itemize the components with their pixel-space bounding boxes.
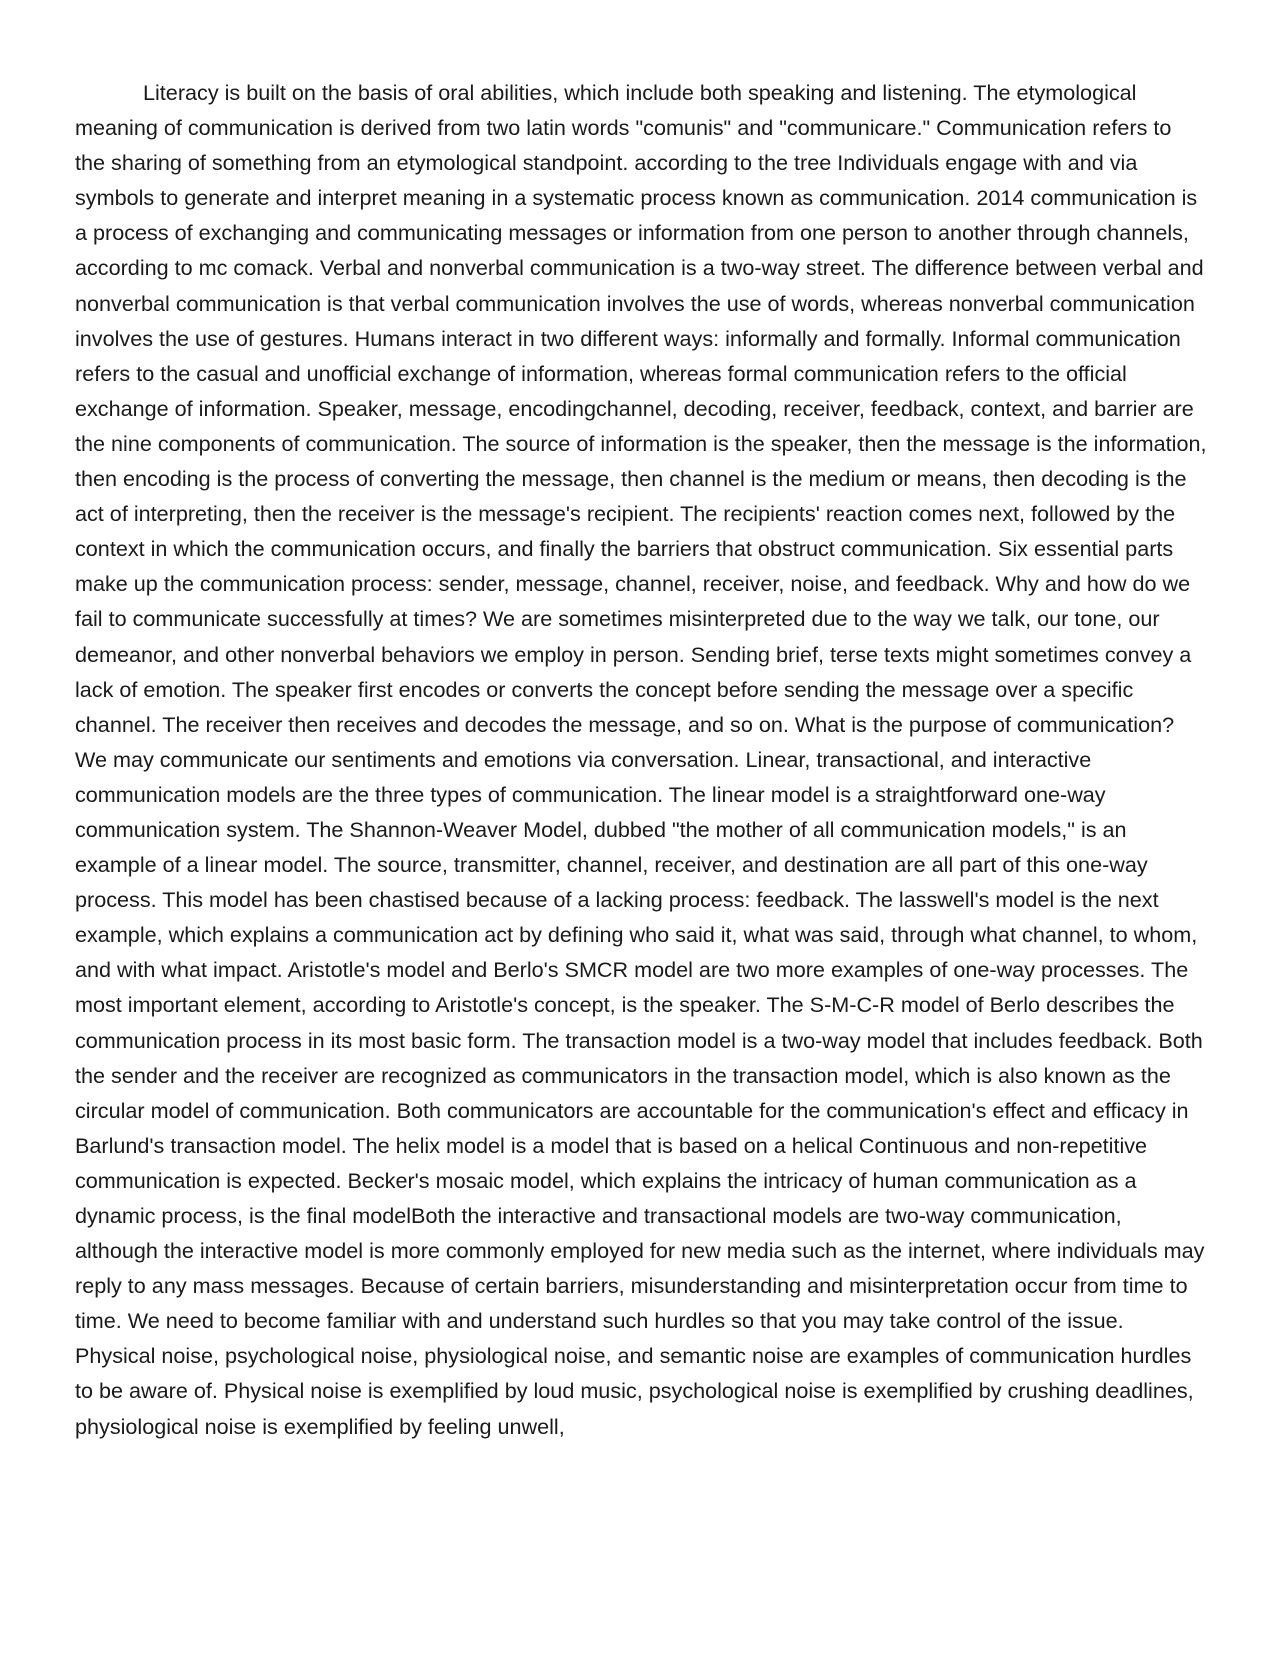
body-paragraph: Literacy is built on the basis of oral abilities, which include both speaking and listening. The etymological meaning of communication is derived from two latin words "comunis" and "communicare." Communication refers to the sharing of something from an etymological standpoint. according to the tree Individuals engage with and via symbols to generate and interpret meaning in a systematic process known as communication. 2014 communication is a process of exchanging and communicating messages or information from one person to another through channels, according to mc comack. Verbal and nonverbal communication is a two-way street. The difference between verbal and nonverbal communication is that verbal communication involves the use of words, whereas nonverbal communication involves the use of gestures. Humans interact in two different ways: informally and formally. Informal communication refers to the casual and unofficial exchange of information, whereas formal communication refers to the official exchange of information. Speaker, message, encodingchannel, decoding, receiver, feedback, context, and barrier are the nine components of communication. The source of information is the speaker, then the message is the information, then encoding is the process of converting the message, then channel is the medium or means, then decoding is the act of interpreting, then the receiver is the message's recipient. The recipients' reaction comes next, followed by the context in which the communication occurs, and finally the barriers that obstruct communication. Six essential parts make up the communication process: sender, message, channel, receiver, noise, and feedback. Why and how do we fail to communicate successfully at times? We are sometimes misinterpreted due to the way we talk, our tone, our demeanor, and other nonverbal behaviors we employ in person. Sending brief, terse texts might sometimes convey a lack of emotion. The speaker first encodes or converts the concept before sending the message over a specific channel. The receiver then receives and decodes the message, and so on. What is the purpose of communication? We may communicate our sentiments and emotions via conversation. Linear, transactional, and interactive communication models are the three types of communication. The linear model is a straightforward one-way communication system. The Shannon-Weaver Model, dubbed "the mother of all communication models," is an example of a linear model. The source, transmitter, channel, receiver, and destination are all part of this one-way process. This model has been chastised because of a lacking process: feedback. The lasswell's model is the next example, which explains a communication act by defining who said it, what was said, through what channel, to whom, and with what impact. Aristotle's model and Berlo's SMCR model are two more examples of one-way processes. The most important element, according to Aristotle's concept, is the speaker. The S-M-C-R model of Berlo describes the communication process in its most basic form. The transaction model is a two-way model that includes feedback. Both the sender and the receiver are recognized as communicators in the transaction model, which is also known as the circular model of communication. Both communicators are accountable for the communication's effect and efficacy in Barlund's transaction model. The helix model is a model that is based on a helical Continuous and non-repetitive communication is expected. Becker's mosaic model, which explains the intricacy of human communication as a dynamic process, is the final modelBoth the interactive and transactional models are two-way communication, although the interactive model is more commonly employed for new media such as the internet, where individuals may reply to any mass messages. Because of certain barriers, misunderstanding and misinterpretation occur from time to time. We need to become familiar with and understand such hurdles so that you may take control of the issue. Physical noise, psychological noise, physiological noise, and semantic noise are examples of communication hurdles to be aware of. Physical noise is exemplified by loud music, psychological noise is exemplified by crushing deadlines, physiological noise is exemplified by feeling unwell, [75,80,1207,1439]
